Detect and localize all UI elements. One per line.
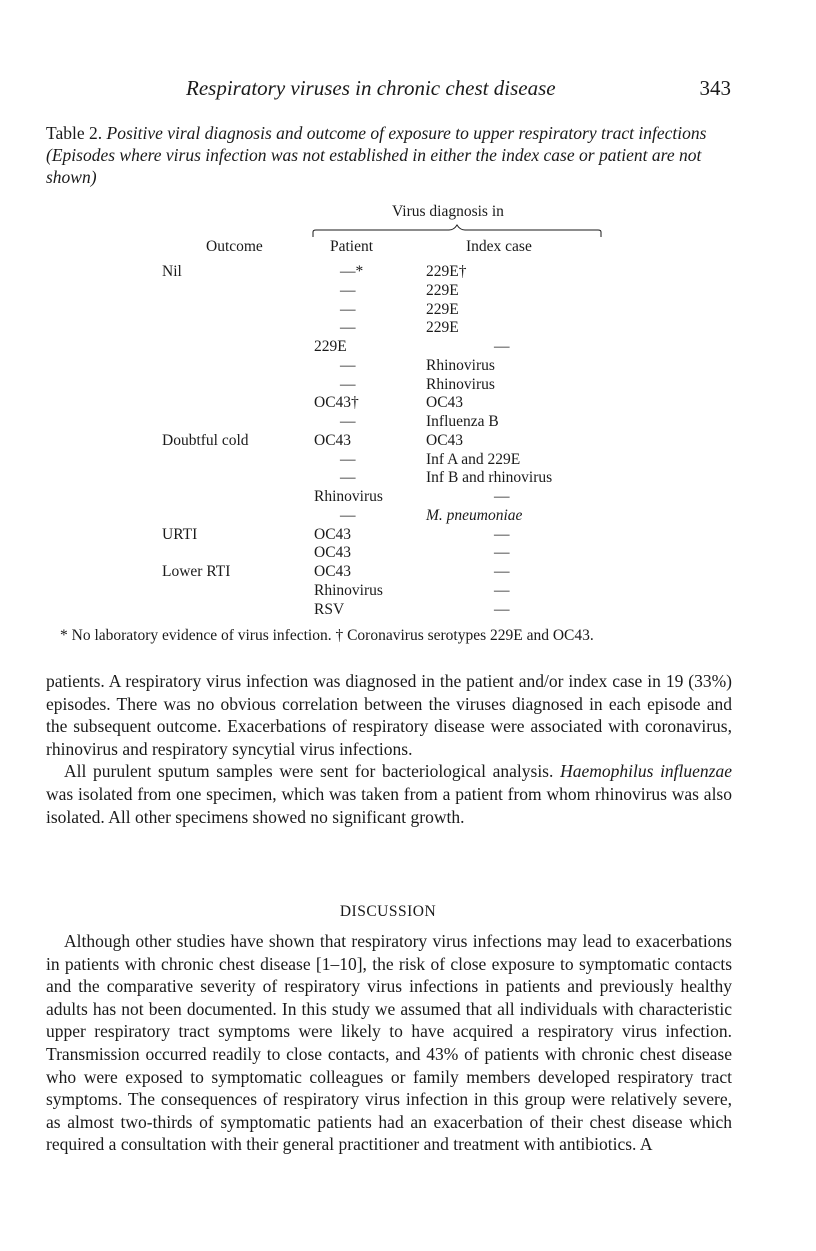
patient-cell: 229E bbox=[314, 338, 347, 355]
patient-cell: OC43 bbox=[314, 431, 352, 449]
patient-cell: OC43 bbox=[314, 525, 352, 543]
patient-cell: OC43† bbox=[314, 394, 359, 412]
table-caption bbox=[46, 122, 731, 188]
column-header-patient: Patient bbox=[330, 238, 374, 255]
patient-cell: Rhinovirus bbox=[314, 488, 383, 505]
running-title: Respiratory viruses in chronic chest disease bbox=[186, 76, 556, 100]
index-case-cell: 229E† bbox=[426, 263, 467, 280]
outcome-cell: URTI bbox=[162, 525, 198, 543]
outcome-cell: Nil bbox=[162, 263, 182, 280]
patient-cell: — bbox=[340, 281, 356, 299]
paragraph: Although other studies have shown that respiratory virus infections may lead to exacerbations in patients with chronic chest disease [1–10], the risk of close exposure to symptomatic contacts and the comparative severity of respiratory virus infections in patients and previously healthy adults has not been documented. In this study we assumed that all individuals with characteristic upper respiratory tract symptoms were likely to have acquired a respiratory virus infection. Transmission occurred readily to close contacts, and 43% of patients with chronic chest disease who were exposed to symptomatic colleagues or family members developed respiratory tract symptoms. The consequences of respiratory virus infection in this group were relatively severe, as almost two-thirds of symptomatic patients had an exacerbation of their chest disease which required a consultation with their general practitioner and treatment with antibiotics. A bbox=[46, 931, 732, 1155]
index-case-cell: Rhinovirus bbox=[426, 356, 495, 374]
data-table bbox=[0, 200, 816, 630]
patient-cell: — bbox=[340, 506, 356, 524]
results-text bbox=[46, 670, 732, 828]
patient-cell: OC43 bbox=[314, 544, 352, 562]
index-case-cell: — bbox=[494, 563, 510, 580]
column-header-outcome: Outcome bbox=[206, 238, 263, 255]
paragraph-fragment: All purulent sputum samples were sent for bacteriological analysis. bbox=[64, 761, 561, 782]
index-case-cell: — bbox=[494, 544, 510, 562]
table-label: Table 2. bbox=[46, 123, 103, 143]
index-case-cell: 229E bbox=[426, 319, 459, 337]
patient-cell: — bbox=[340, 450, 356, 468]
index-case-cell: OC43 bbox=[426, 394, 464, 412]
patient-cell: OC43 bbox=[314, 563, 352, 580]
index-case-cell: Rhinovirus bbox=[426, 375, 495, 393]
index-case-cell: 229E bbox=[426, 300, 459, 318]
organism-name: Haemophilus influenzae bbox=[560, 761, 733, 782]
paragraph bbox=[46, 760, 732, 828]
index-case-cell: Influenza B bbox=[426, 413, 499, 430]
outcome-cell: Lower RTI bbox=[162, 563, 231, 580]
patient-cell: — bbox=[340, 319, 356, 337]
index-case-cell: 229E bbox=[426, 281, 459, 299]
index-case-cell: OC43 bbox=[426, 431, 464, 449]
patient-cell: — bbox=[340, 356, 356, 374]
index-case-cell: — bbox=[494, 600, 510, 618]
index-case-cell: Inf B and rhinovirus bbox=[426, 469, 553, 487]
patient-cell: — bbox=[340, 413, 356, 430]
index-case-cell: — bbox=[494, 525, 510, 543]
paragraph-fragment: was isolated from one specimen, which was taken from a patient from whom rhinovirus was also isolated. All other specimens showed no significant growth. bbox=[46, 783, 732, 827]
patient-cell: RSV bbox=[314, 600, 345, 618]
running-head bbox=[186, 76, 731, 101]
patient-cell: — bbox=[340, 375, 356, 393]
table-caption-text: Positive viral diagnosis and outcome of exposure to upper respiratory tract infections (Episodes where virus infection was not established in either the index case or patient are not shown) bbox=[46, 123, 707, 187]
outcome-cell: Doubtful cold bbox=[162, 431, 249, 449]
index-case-cell: — bbox=[494, 488, 510, 505]
patient-cell: — bbox=[340, 300, 356, 318]
column-header-index-case: Index case bbox=[466, 238, 532, 255]
index-case-cell: — bbox=[494, 581, 510, 599]
index-case-cell: Inf A and 229E bbox=[426, 450, 521, 468]
index-case-cell: — bbox=[494, 338, 510, 355]
section-heading: DISCUSSION bbox=[339, 903, 437, 920]
patient-cell: —* bbox=[340, 263, 364, 280]
patient-cell: — bbox=[340, 469, 356, 487]
discussion-text bbox=[46, 930, 732, 1156]
page-number: 343 bbox=[699, 76, 731, 100]
index-case-cell: M. pneumoniae bbox=[426, 506, 523, 524]
spanner-brace bbox=[312, 224, 602, 238]
patient-cell: Rhinovirus bbox=[314, 581, 383, 599]
paragraph: patients. A respiratory virus infection was diagnosed in the patient and/or index case in 19 (33%) episodes. There was no obvious correlation between the viruses diagnosed in each episode and the subsequent outcome. Exacerbations of respiratory disease were associated with coronavirus, rhinovirus and respiratory syncytial virus infections. bbox=[46, 671, 732, 759]
table-footnote: * No laboratory evidence of virus infection. † Coronavirus serotypes 229E and OC43. bbox=[60, 627, 594, 644]
column-spanner: Virus diagnosis in bbox=[392, 203, 504, 220]
